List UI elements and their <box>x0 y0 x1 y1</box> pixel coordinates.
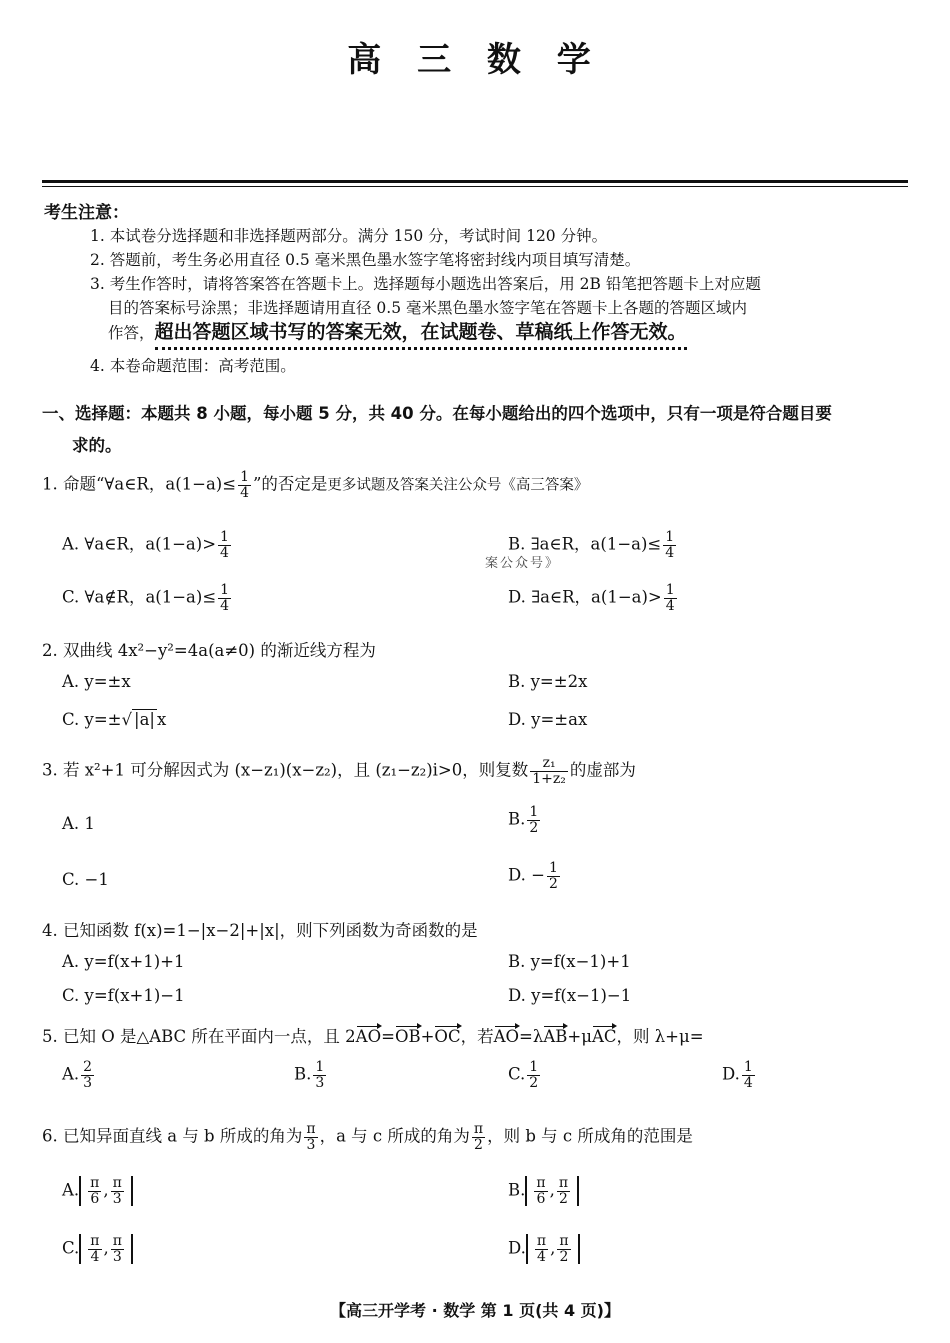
q6-option-b <box>508 1176 579 1206</box>
numerator: 1 <box>240 469 249 485</box>
fraction <box>88 1176 101 1206</box>
numerator: π <box>558 1175 569 1191</box>
numerator: π <box>536 1233 547 1249</box>
option-text: B. <box>508 1180 526 1200</box>
option-text: B. ∃a∈R，a(1−a)≤ <box>508 534 662 554</box>
fraction <box>88 1234 101 1264</box>
q5-option-d <box>722 1060 757 1090</box>
operator: +μ <box>567 1027 592 1046</box>
notice-text: 作答， <box>108 324 155 342</box>
option-text: C. <box>62 1238 80 1258</box>
section-heading: 一、选择题：本题共 8 小题，每小题 5 分，共 40 分。在每小题给出的四个选项中，只有一项是符合题目要 <box>42 404 832 423</box>
fraction <box>111 1234 124 1264</box>
fraction <box>527 1060 540 1090</box>
q6-stem-a: 6. 已知异面直线 a 与 b 所成的角为 <box>42 1126 303 1146</box>
q6-option-a <box>62 1176 133 1206</box>
q5-option-b <box>294 1060 328 1090</box>
q4-option-b: B. y=f(x−1)+1 <box>508 952 631 971</box>
fraction <box>664 583 677 613</box>
q5-stem-c: ，则 λ+μ= <box>616 1027 704 1046</box>
vector: AC <box>591 1027 617 1046</box>
question-1-stem <box>42 470 588 500</box>
q4-option-a: A. y=f(x+1)+1 <box>62 952 185 971</box>
header-rule-thick <box>42 180 908 183</box>
q1-stem-b: ”的否定是 <box>252 474 328 494</box>
denominator: 4 <box>90 1248 100 1265</box>
option-text: B. <box>294 1064 312 1084</box>
numerator: π <box>90 1233 100 1249</box>
denominator: 3 <box>306 1136 316 1153</box>
numerator: π <box>112 1175 122 1191</box>
question-2-stem: 2. 双曲线 4x²−y²=4a(a≠0) 的渐近线方程为 <box>42 641 376 660</box>
fraction <box>527 805 540 835</box>
vector: AO <box>355 1027 382 1046</box>
notice-item: 1. 本试卷分选择题和非选择题两部分。满分 150 分，考试时间 120 分钟。 <box>90 227 608 245</box>
option-text: C. ∀a∉R，a(1−a)≤ <box>62 587 217 607</box>
denominator: 3 <box>315 1074 325 1091</box>
section-heading-cont: 求的。 <box>72 436 122 455</box>
q5-option-c <box>508 1060 542 1090</box>
fraction <box>663 530 676 560</box>
separator: , <box>549 1180 555 1200</box>
vector: OB <box>394 1027 421 1046</box>
vector: AO <box>493 1027 520 1046</box>
q6-stem-b: ，a 与 c 所成的角为 <box>319 1126 470 1146</box>
numerator: π <box>559 1233 569 1249</box>
q1-option-c <box>62 583 233 613</box>
option-text: A. ∀a∈R，a(1−a)> <box>62 534 217 554</box>
numerator: π <box>306 1121 316 1137</box>
q6-option-d <box>508 1234 580 1264</box>
fraction <box>111 1176 124 1206</box>
q1-option-a <box>62 530 233 560</box>
q3-stem-b: 的虚部为 <box>569 760 636 780</box>
denominator: 2 <box>529 1074 539 1091</box>
fraction <box>535 1234 548 1264</box>
promo-text: 更多试题及答案关注公众号《高三答案》 <box>327 477 589 494</box>
fraction <box>81 1060 94 1090</box>
denominator: 6 <box>536 1190 546 1207</box>
q2-option-d: D. y=±ax <box>508 710 588 729</box>
operator: + <box>420 1027 435 1046</box>
denominator: 2 <box>529 819 539 836</box>
option-text: x <box>156 710 167 729</box>
page-footer: 【高三开学考 · 数学 第 1 页(共 4 页)】 <box>330 1301 620 1320</box>
denominator: 4 <box>537 1248 546 1265</box>
fraction <box>557 1176 570 1206</box>
denominator: 2 <box>558 1190 568 1207</box>
notice-item: 4. 本卷命题范围：高考范围。 <box>90 357 296 375</box>
q3-option-d <box>508 861 562 891</box>
operator: =λ <box>519 1027 544 1046</box>
question-3-stem <box>42 756 636 786</box>
interval <box>79 1176 133 1206</box>
separator: , <box>550 1238 556 1258</box>
notice-emphasis: 超出答题区域书写的答案无效，在试题卷、草稿纸上作答无效。 <box>155 321 687 350</box>
denominator: 4 <box>665 597 675 614</box>
numerator: 1 <box>529 804 539 820</box>
denominator: 4 <box>743 1074 753 1091</box>
option-text: A. <box>62 1064 80 1084</box>
q3-option-a: A. 1 <box>62 814 95 833</box>
radicand: |a| <box>134 710 155 729</box>
fraction <box>238 470 251 500</box>
q2-option-c: C. y=±√ |a| x <box>62 710 167 729</box>
notice-item-bold <box>108 320 687 345</box>
fraction <box>530 756 568 786</box>
denominator: 4 <box>220 597 230 614</box>
operator: = <box>381 1027 395 1046</box>
fraction <box>557 1234 570 1264</box>
numerator: π <box>90 1175 100 1191</box>
denominator: 6 <box>90 1190 100 1207</box>
fraction <box>313 1060 326 1090</box>
watermark: 案公众号》 <box>485 556 561 571</box>
denominator: 3 <box>112 1190 122 1207</box>
option-text: D. <box>722 1064 740 1084</box>
q3-option-c: C. −1 <box>62 870 109 889</box>
q6-option-c <box>62 1234 133 1264</box>
numerator: z₁ <box>530 756 568 772</box>
denominator: 4 <box>240 484 249 501</box>
q5-stem-b: ，若 <box>460 1027 494 1046</box>
notice-item: 2. 答题前，考生务必用直径 0.5 毫米黑色墨水签字笔将密封线内项目填写清楚。 <box>90 251 641 269</box>
q4-option-d: D. y=f(x−1)−1 <box>508 986 632 1005</box>
numerator: 1 <box>315 1059 325 1075</box>
interval <box>526 1234 580 1264</box>
denominator: 2 <box>474 1136 483 1153</box>
separator: , <box>103 1238 109 1258</box>
notice-item: 3. 考生作答时，请将答案答在答题卡上。选择题每小题选出答案后，用 2B 铅笔把答题卡上对应题 <box>90 275 761 293</box>
fraction <box>218 530 231 560</box>
interval <box>525 1176 579 1206</box>
notice-item: 目的答案标号涂黑；非选择题请用直径 0.5 毫米黑色墨水签字笔在答题卡上各题的答题区域内 <box>108 299 748 317</box>
option-text: C. y=± <box>62 710 122 729</box>
numerator: π <box>473 1121 484 1137</box>
denominator: 4 <box>665 544 675 561</box>
denominator: 2 <box>548 875 558 892</box>
numerator: 1 <box>665 529 675 545</box>
denominator: 1+z₂ <box>532 770 566 787</box>
fraction <box>742 1060 755 1090</box>
interval <box>79 1234 133 1264</box>
header-rule-thin <box>42 186 908 187</box>
option-text: B. <box>508 809 526 829</box>
option-text: D. − <box>508 865 545 885</box>
numerator: 1 <box>548 860 558 876</box>
denominator: 2 <box>559 1248 569 1265</box>
denominator: 3 <box>83 1074 93 1091</box>
q5-option-a <box>62 1060 96 1090</box>
option-text: A. <box>62 1180 80 1200</box>
option-text: D. <box>508 1238 526 1258</box>
fraction <box>304 1122 317 1152</box>
q6-stem-c: ，则 b 与 c 所成角的范围是 <box>487 1126 693 1146</box>
vector: OC <box>434 1027 461 1046</box>
notice-heading: 考生注意： <box>44 203 129 223</box>
q1-option-d <box>508 583 679 613</box>
numerator: 1 <box>743 1059 753 1075</box>
q2-option-a: A. y=±x <box>62 672 131 691</box>
separator: , <box>103 1180 109 1200</box>
q1-stem-a: 1. 命题“∀a∈R，a(1−a)≤ <box>42 474 237 494</box>
numerator: 1 <box>220 582 230 598</box>
vector: AB <box>543 1027 568 1046</box>
option-text: C. <box>508 1064 526 1084</box>
fraction <box>547 861 560 891</box>
q2-option-b: B. y=±2x <box>508 672 588 691</box>
fraction <box>218 583 231 613</box>
denominator: 4 <box>220 544 229 561</box>
page-title: 高 三 数 学 <box>347 40 603 80</box>
numerator: 1 <box>529 1059 539 1075</box>
question-6-stem <box>42 1122 693 1152</box>
numerator: π <box>112 1233 122 1249</box>
fraction <box>534 1176 547 1206</box>
question-4-stem: 4. 已知函数 f(x)=1−|x−2|+|x|，则下列函数为奇函数的是 <box>42 921 478 940</box>
numerator: π <box>536 1175 546 1191</box>
fraction <box>472 1122 485 1152</box>
numerator: 2 <box>83 1059 93 1075</box>
q4-option-c: C. y=f(x+1)−1 <box>62 986 185 1005</box>
q3-stem-a: 3. 若 x²+1 可分解因式为 (x−z₁)(x−z₂)，且 (z₁−z₂)i>0，则复数 <box>42 760 529 780</box>
numerator: 1 <box>665 582 675 598</box>
q5-stem-a: 5. 已知 O 是△ABC 所在平面内一点，且 2 <box>42 1027 356 1046</box>
option-text: D. ∃a∈R，a(1−a)> <box>508 587 662 607</box>
question-5-stem <box>42 1023 704 1047</box>
q3-option-b <box>508 805 542 835</box>
denominator: 3 <box>112 1248 122 1265</box>
numerator: 1 <box>220 529 229 545</box>
